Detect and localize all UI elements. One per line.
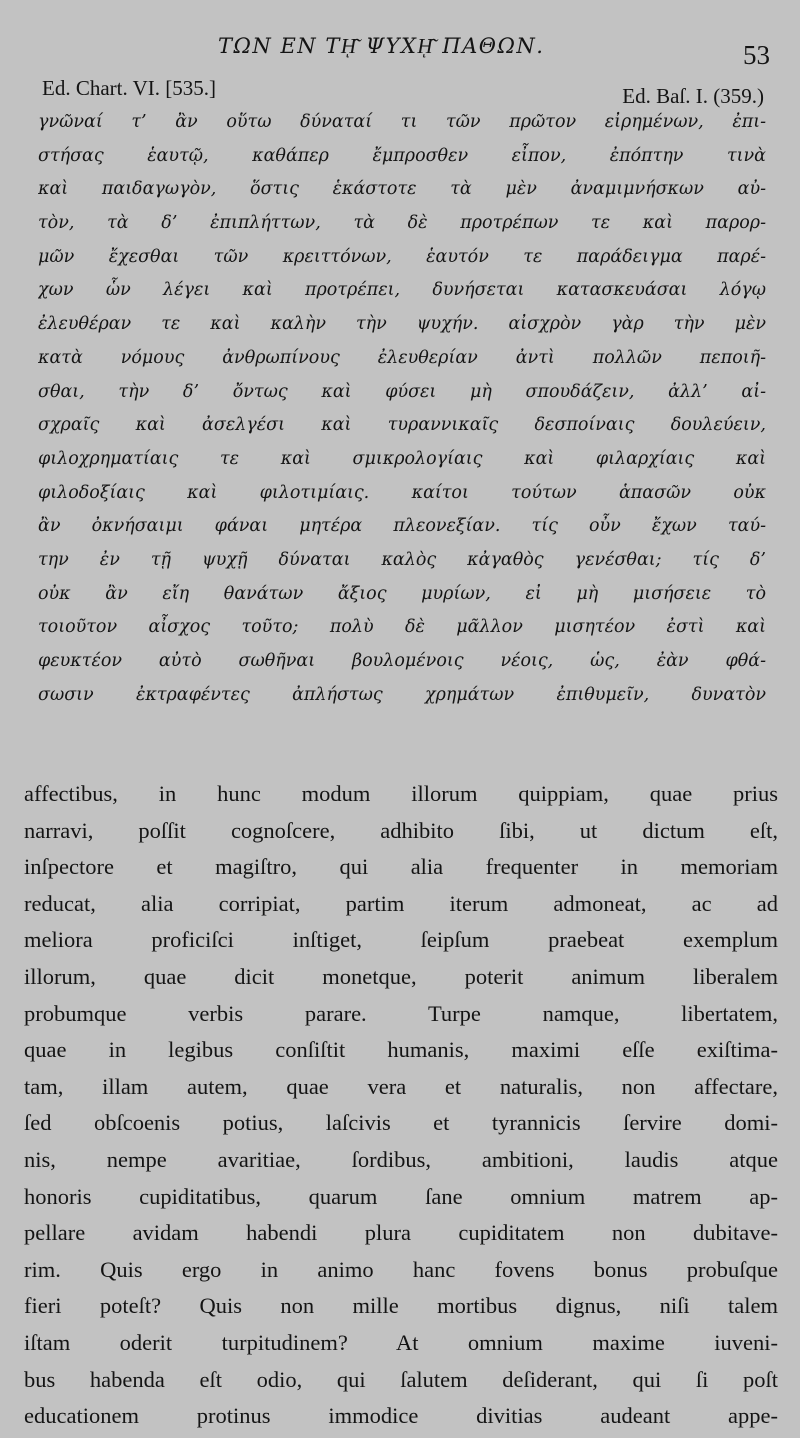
- latin-line: pellare avidam habendi plura cupiditatem non dubitave-: [24, 1220, 778, 1246]
- greek-line: κατὰ νόμους ἀνθρωπίνους ἐλευθερίαν ἀντὶ πολλῶν πεποιῆ-: [38, 347, 766, 368]
- greek-line: φιλοδοξίαις καὶ φιλοτιμίαις. καίτοι τούτων ἁπασῶν οὐκ: [38, 482, 766, 503]
- edition-ref-chartier: Ed. Chart. VI. [535.]: [42, 76, 216, 100]
- latin-line: meliora proficiſci inſtiget, ſeipſum praebeat exemplum: [24, 927, 778, 953]
- greek-line: σχραῖς καὶ ἀσελγέσι καὶ τυραννικαῖς δεσποίναις δουλεύειν,: [38, 415, 766, 436]
- greek-line: ἐλευθέραν τε καὶ καλὴν τὴν ψυχήν. αἰσχρὸν γὰρ τὴν μὲν: [38, 314, 766, 335]
- latin-line: nis, nempe avaritiae, ſordibus, ambitioni, laudis atque: [24, 1146, 778, 1172]
- greek-text-block: [38, 106, 766, 712]
- latin-line: ſed obſcoenis potius, laſcivis et tyrannicis ſervire domi-: [24, 1110, 778, 1136]
- latin-line: bus habenda eſt odio, qui ſalutem deſiderant, qui ſi poſt: [24, 1366, 778, 1392]
- greek-line: την ἐν τῇ ψυχῇ δύναται καλὸς κἀγαθὸς γενέσθαι; τίς δ’: [38, 549, 766, 570]
- running-title: ΤΩΝ ΕΝ Τῌ͂ ΨΥΧῌ͂ ΠΑΘΩΝ.: [218, 34, 545, 58]
- greek-line: χων ὧν λέγει καὶ προτρέπει, δυνήσεται κατασκευάσαι λόγῳ: [38, 280, 766, 301]
- greek-line: ἂν ὀκνήσαιμι φάναι μητέρα πλεονεξίαν. τίς οὖν ἔχων ταύ-: [38, 516, 766, 537]
- greek-line: μῶν ἔχεσθαι τῶν κρειττόνων, ἑαυτόν τε παράδειγμα παρέ-: [38, 246, 766, 267]
- latin-line: honoris cupiditatibus, quarum ſane omnium matrem ap-: [24, 1183, 778, 1209]
- greek-line: οὐκ ἂν εἴη θανάτων ἄξιος μυρίων, εἰ μὴ μισήσειε τὸ: [38, 583, 766, 604]
- greek-line: σωσιν ἐκτραφέντες ἀπλήστως χρημάτων ἐπιθυμεῖν, δυνατὸν: [38, 684, 766, 705]
- latin-line: educationem protinus immodice divitias audeant appe-: [24, 1403, 778, 1429]
- latin-line: tam, illam autem, quae vera et naturalis, non affectare,: [24, 1073, 778, 1099]
- greek-line: στήσας ἑαυτῷ, καθάπερ ἔμπροσθεν εἶπον, ἐπόπτην τινὰ: [38, 145, 766, 166]
- edition-ref-basel: Ed. Baſ. I. (359.): [622, 84, 764, 108]
- latin-line: rim. Quis ergo in animo hanc fovens bonus probuſque: [24, 1256, 778, 1282]
- latin-line: illorum, quae dicit monetque, poterit animum liberalem: [24, 963, 778, 989]
- greek-line: σθαι, τὴν δ’ ὄντως καὶ φύσει μὴ σπουδάζειν, ἀλλ’ αἰ-: [38, 381, 766, 402]
- page-number: 53: [743, 40, 770, 70]
- latin-line: affectibus, in hunc modum illorum quippiam, quae prius: [24, 781, 778, 806]
- greek-line: τὸν, τὰ δ’ ἐπιπλήττων, τὰ δὲ προτρέπων τε καὶ παρορ-: [38, 213, 766, 234]
- latin-line: reducat, alia corripiat, partim iterum admoneat, ac ad: [24, 890, 778, 916]
- latin-text-block: [24, 776, 778, 1435]
- latin-line: quae in legibus conſiſtit humanis, maximi eſſe exiſtima-: [24, 1037, 778, 1063]
- latin-line: probumque verbis parare. Turpe namque, libertatem,: [24, 1000, 778, 1026]
- latin-line: inſpectore et magiſtro, qui alia frequenter in memoriam: [24, 854, 778, 880]
- greek-line: φευκτέον αὐτὸ σωθῆναι βουλομένοις νέοις, ὡς, ἐὰν φθά-: [38, 651, 766, 671]
- greek-line: φιλοχρηματίαις τε καὶ σμικρολογίαις καὶ φιλαρχίαις καὶ: [38, 448, 766, 469]
- greek-line: καὶ παιδαγωγὸν, ὅστις ἑκάστοτε τὰ μὲν ἀναμιμνήσκων αὐ-: [38, 179, 766, 200]
- greek-line: τοιοῦτον αἶσχος τοῦτο; πολὺ δὲ μᾶλλον μισητέον ἐστὶ καὶ: [38, 617, 766, 638]
- greek-line: γνῶναί τ’ ἂν οὕτω δύναταί τι τῶν πρῶτον εἰρημένων, ἐπι-: [38, 112, 766, 132]
- latin-line: narravi, poſſit cognoſcere, adhibito ſibi, ut dictum eſt,: [24, 817, 778, 843]
- latin-line: fieri poteſt? Quis non mille mortibus dignus, niſi talem: [24, 1293, 778, 1319]
- latin-line: iſtam oderit turpitudinem? At omnium maxime iuveni-: [24, 1329, 778, 1355]
